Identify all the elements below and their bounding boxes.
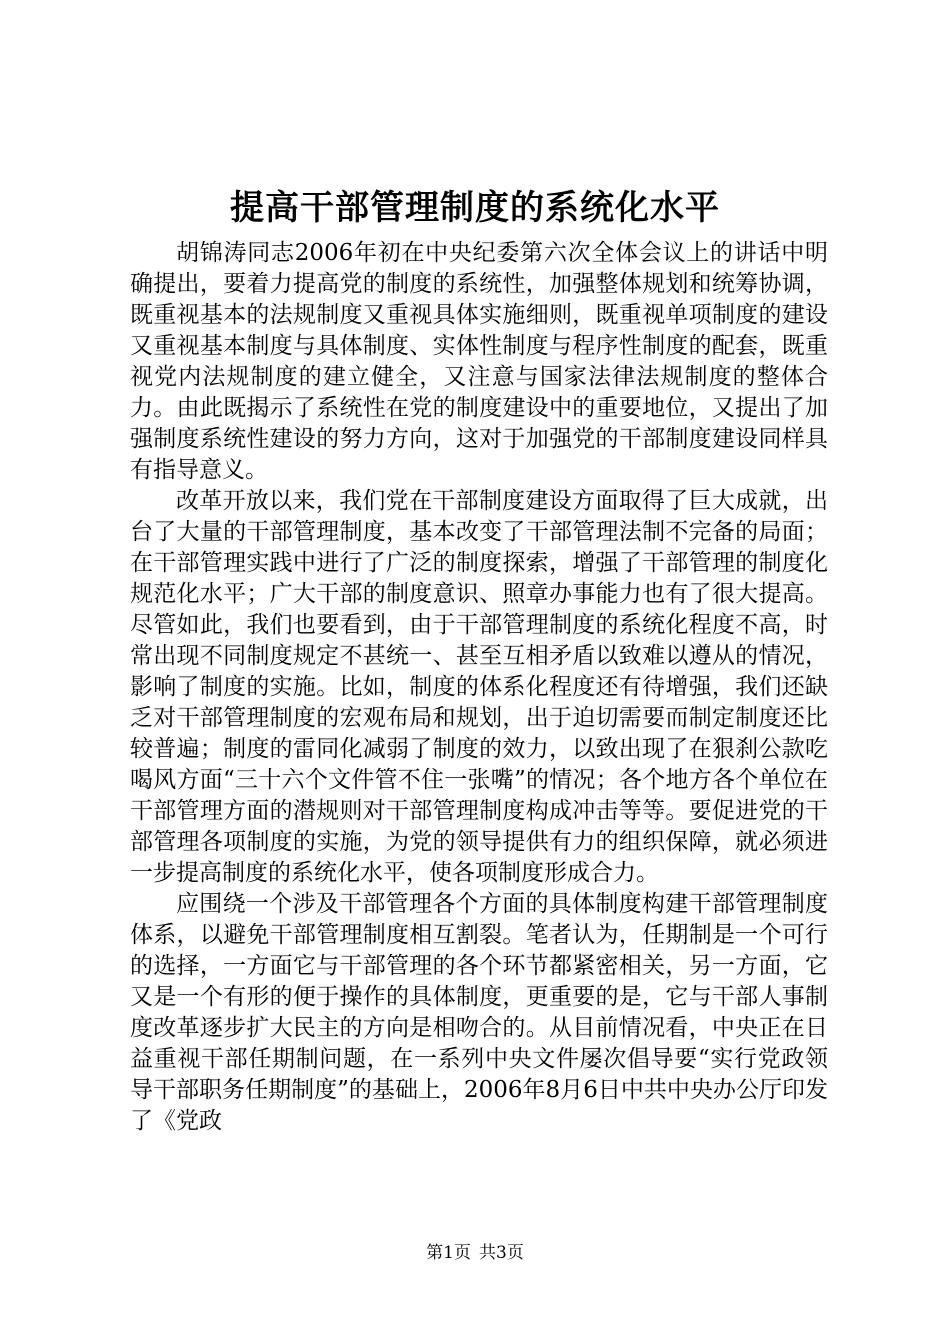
document-body bbox=[130, 238, 828, 1184]
page-total: 共3页 bbox=[479, 1243, 524, 1263]
page-number: 第1页 bbox=[426, 1243, 471, 1263]
page-footer bbox=[0, 1242, 950, 1264]
document-title: 提高干部管理制度的系统化水平 bbox=[230, 188, 720, 228]
paragraph-1: 胡锦涛同志2006年初在中央纪委第六次全体会议上的讲话中明确提出，要着力提高党的制度的系统性，加强整体规划和统筹协调，既重视基本的法规制度又重视具体实施细则，既重视单项制度的建设又重视基本制度与具体制度、实体性制度与程序性制度的配套，既重视党内法规制度的建立健全，又注意与国家法律法规制度的整体合力。由此既揭示了系统性在党的制度建设中的重要地位，又提出了加强制度系统性建设的努力方向，这对于加强党的干部制度建设同样具有指导意义。 bbox=[130, 240, 828, 483]
paragraph-3: 应围绕一个涉及干部管理各个方面的具体制度构建干部管理制度体系，以避免干部管理制度相互割裂。笔者认为，任期制是一个可行的选择，一方面它与干部管理的各个环节都紧密相关，另一方面，它又是一个有形的便于操作的具体制度，更重要的是，它与干部人事制度改革逐步扩大民主的方向是相吻合的。从目前情况看，中央正在日益重视干部任期制问题，在一系列中央文件屡次倡导要“实行党政领导干部职务任期制度”的基础上，2006年8月6日中共中央办公厅印发了《党政 bbox=[130, 891, 828, 1134]
paragraph-2: 改革开放以来，我们党在干部制度建设方面取得了巨大成就，出台了大量的干部管理制度，基本改变了干部管理法制不完备的局面；在干部管理实践中进行了广泛的制度探索，增强了干部管理的制度化规范化水平；广大干部的制度意识、照章办事能力也有了很大提高。尽管如此，我们也要看到，由于干部管理制度的系统化程度不高，时常出现不同制度规定不甚统一、甚至互相矛盾以致难以遵从的情况，影响了制度的实施。比如，制度的体系化程度还有待增强，我们还缺乏对干部管理制度的宏观布局和规划，出于迫切需要而制定制度还比较普遍；制度的雷同化减弱了制度的效力，以致出现了在狠刹公款吃喝风方面“三十六个文件管不住一张嘴”的情况；各个地方各个单位在干部管理方面的潜规则对干部管理制度构成冲击等等。要促进党的干部管理各项制度的实施，为党的领导提供有力的组织保障，就必须进一步提高制度的系统化水平，使各项制度形成合力。 bbox=[130, 488, 828, 886]
